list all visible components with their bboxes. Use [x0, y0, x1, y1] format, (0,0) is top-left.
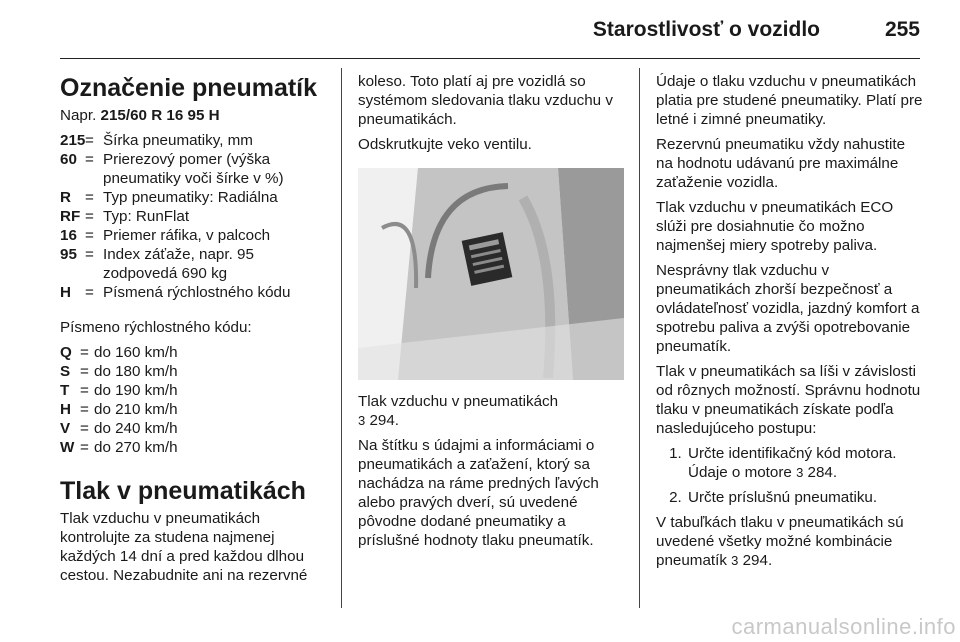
definition-row — [60, 438, 332, 457]
procedure-step-2 — [686, 488, 926, 507]
page-ref-arrow-icon: 3 — [796, 465, 804, 480]
definition-equals: = — [80, 401, 89, 418]
reference-text: Tlak vzduchu v pneumatikách — [358, 393, 559, 410]
definition-equals: = — [85, 246, 94, 263]
definition-row — [60, 283, 332, 302]
page-ref-arrow-icon: 3 — [358, 413, 366, 428]
col3-paragraph-6 — [656, 513, 926, 570]
para6-page: 294. — [738, 552, 773, 569]
heading-tire-pressure: Tlak v pneumatikách — [60, 477, 306, 505]
column-separator-1 — [341, 68, 342, 608]
watermark: carmanualsonline.info — [731, 614, 956, 639]
heading-tire-designation: Označenie pneumatík — [60, 74, 318, 102]
definition-key: RF — [60, 208, 81, 225]
definition-value: do 270 km/h — [94, 439, 178, 456]
para6-text: V tabuľkách tlaku v pneumatikách sú uvedené všetky možné kombinácie pneumatík — [656, 514, 904, 569]
definition-equals: = — [80, 382, 89, 399]
example-prefix: Napr. — [60, 107, 101, 124]
definition-equals: = — [85, 151, 94, 168]
definition-row — [60, 245, 332, 283]
step1-page: 284. — [803, 464, 838, 481]
definition-key: V — [60, 420, 71, 437]
col3-paragraph-2: Rezervnú pneumatiku vždy nahustite na hodnotu udávanú pre maximálne zaťaženie vozidla. — [656, 136, 906, 191]
definition-key: R — [60, 189, 71, 206]
definition-key: H — [60, 284, 71, 301]
definition-row — [60, 362, 332, 381]
definition-equals: = — [85, 132, 94, 149]
definition-row — [60, 150, 332, 188]
column-separator-2 — [639, 68, 640, 608]
definition-value: Typ: RunFlat — [103, 208, 190, 225]
definition-value: do 210 km/h — [94, 401, 178, 418]
definition-value: Prierezový pomer (výška pneumatiky voči šírke v %) — [103, 151, 284, 187]
col2-paragraph-2: Odskrutkujte veko ventilu. — [358, 136, 532, 153]
definition-equals: = — [80, 363, 89, 380]
definition-row — [60, 381, 332, 400]
definition-row — [60, 400, 332, 419]
running-header-title: Starostlivosť o vozidlo — [592, 18, 820, 41]
door-frame-tire-label-photo — [358, 168, 624, 380]
col3-paragraph-5: Tlak v pneumatikách sa líši v závislosti od rôznych možností. Správnu hodnotu tlaku v pneumatikách získate podľa nasledujúceho postupu: — [656, 363, 921, 437]
speed-definition-list — [60, 343, 332, 457]
definition-value: Písmená rýchlostného kódu — [103, 284, 291, 301]
definition-value: do 190 km/h — [94, 382, 178, 399]
step1-text: Určte identifikačný kód motora. Údaje o motore — [688, 445, 897, 481]
col3-paragraph-3: Tlak vzduchu v pneumatikách ECO slúži pre dosiahnutie čo možno najmenšej miery spotreby paliva. — [656, 199, 894, 254]
definition-value: Typ pneumatiky: Radiálna — [103, 189, 278, 206]
definition-row — [60, 188, 332, 207]
definition-equals: = — [80, 344, 89, 361]
col2-paragraph-1: koleso. Toto platí aj pre vozidlá so systémom sledovania tlaku vzduchu v pneumatikách. — [358, 73, 613, 128]
definition-key: W — [60, 439, 75, 456]
procedure-steps — [656, 444, 926, 507]
speed-intro: Písmeno rýchlostného kódu: — [60, 319, 252, 336]
definition-row — [60, 207, 332, 226]
header-rule — [60, 58, 920, 59]
col3-paragraph-4: Nesprávny tlak vzduchu v pneumatikách zhorší bezpečnosť a ovládateľnosť vozidla, jazdný komfort a spotrebu paliva a zvýši opotrebovanie pneumatík. — [656, 262, 920, 355]
definition-row — [60, 343, 332, 362]
column-2 — [358, 72, 624, 556]
definition-equals: = — [85, 227, 94, 244]
definition-key: H — [60, 401, 71, 418]
pressure-paragraph-1: Tlak vzduchu v pneumatikách kontrolujte za studena najmenej každých 14 dní a pred každou dlhou cestou. Nezabudnite ani na rezervné — [60, 510, 308, 584]
column-3 — [656, 72, 926, 576]
definition-key: S — [60, 363, 71, 380]
definition-value: Index záťaže, napr. 95 zodpovedá 690 kg — [103, 246, 254, 282]
code-definition-list — [60, 131, 332, 302]
page-ref-arrow-icon: 3 — [731, 553, 739, 568]
definition-value: do 240 km/h — [94, 420, 178, 437]
definition-key: 16 — [60, 227, 77, 244]
definition-value: do 180 km/h — [94, 363, 178, 380]
definition-key: Q — [60, 344, 72, 361]
definition-value: do 160 km/h — [94, 344, 178, 361]
example-line — [60, 106, 332, 125]
definition-value: Šírka pneumatiky, mm — [103, 132, 253, 149]
pressure-reference — [358, 392, 624, 430]
definition-key: T — [60, 382, 70, 399]
definition-equals: = — [85, 208, 94, 225]
definition-equals: = — [85, 189, 94, 206]
definition-key: 60 — [60, 151, 77, 168]
procedure-step-1 — [686, 444, 926, 482]
definition-value: Priemer ráfika, v palcoch — [103, 227, 271, 244]
step2-text: Určte príslušnú pneumatiku. — [688, 489, 878, 506]
reference-page: 294. — [365, 412, 400, 429]
door-frame-illustration — [358, 168, 624, 380]
definition-equals: = — [80, 420, 89, 437]
example-code: 215/60 R 16 95 H — [100, 107, 220, 124]
page-number: 255 — [884, 18, 920, 41]
definition-row — [60, 226, 332, 245]
col3-paragraph-1: Údaje o tlaku vzduchu v pneumatikách platia pre studené pneumatiky. Platí pre letné i zimné pneumatiky. — [656, 73, 923, 128]
definition-equals: = — [85, 284, 94, 301]
column-1 — [60, 72, 332, 591]
definition-row — [60, 419, 332, 438]
definition-row — [60, 131, 332, 150]
definition-key: 215 — [60, 132, 86, 149]
definition-equals: = — [80, 439, 89, 456]
definition-key: 95 — [60, 246, 77, 263]
col2-paragraph-3: Na štítku s údajmi a informáciami o pneumatikách a zaťažení, ktorý sa nachádza na ráme predných ľavých alebo pravých dverí, sú uvedené pôvodne dodané pneumatiky a príslušné hodnoty tlaku pneumatík. — [358, 437, 599, 549]
